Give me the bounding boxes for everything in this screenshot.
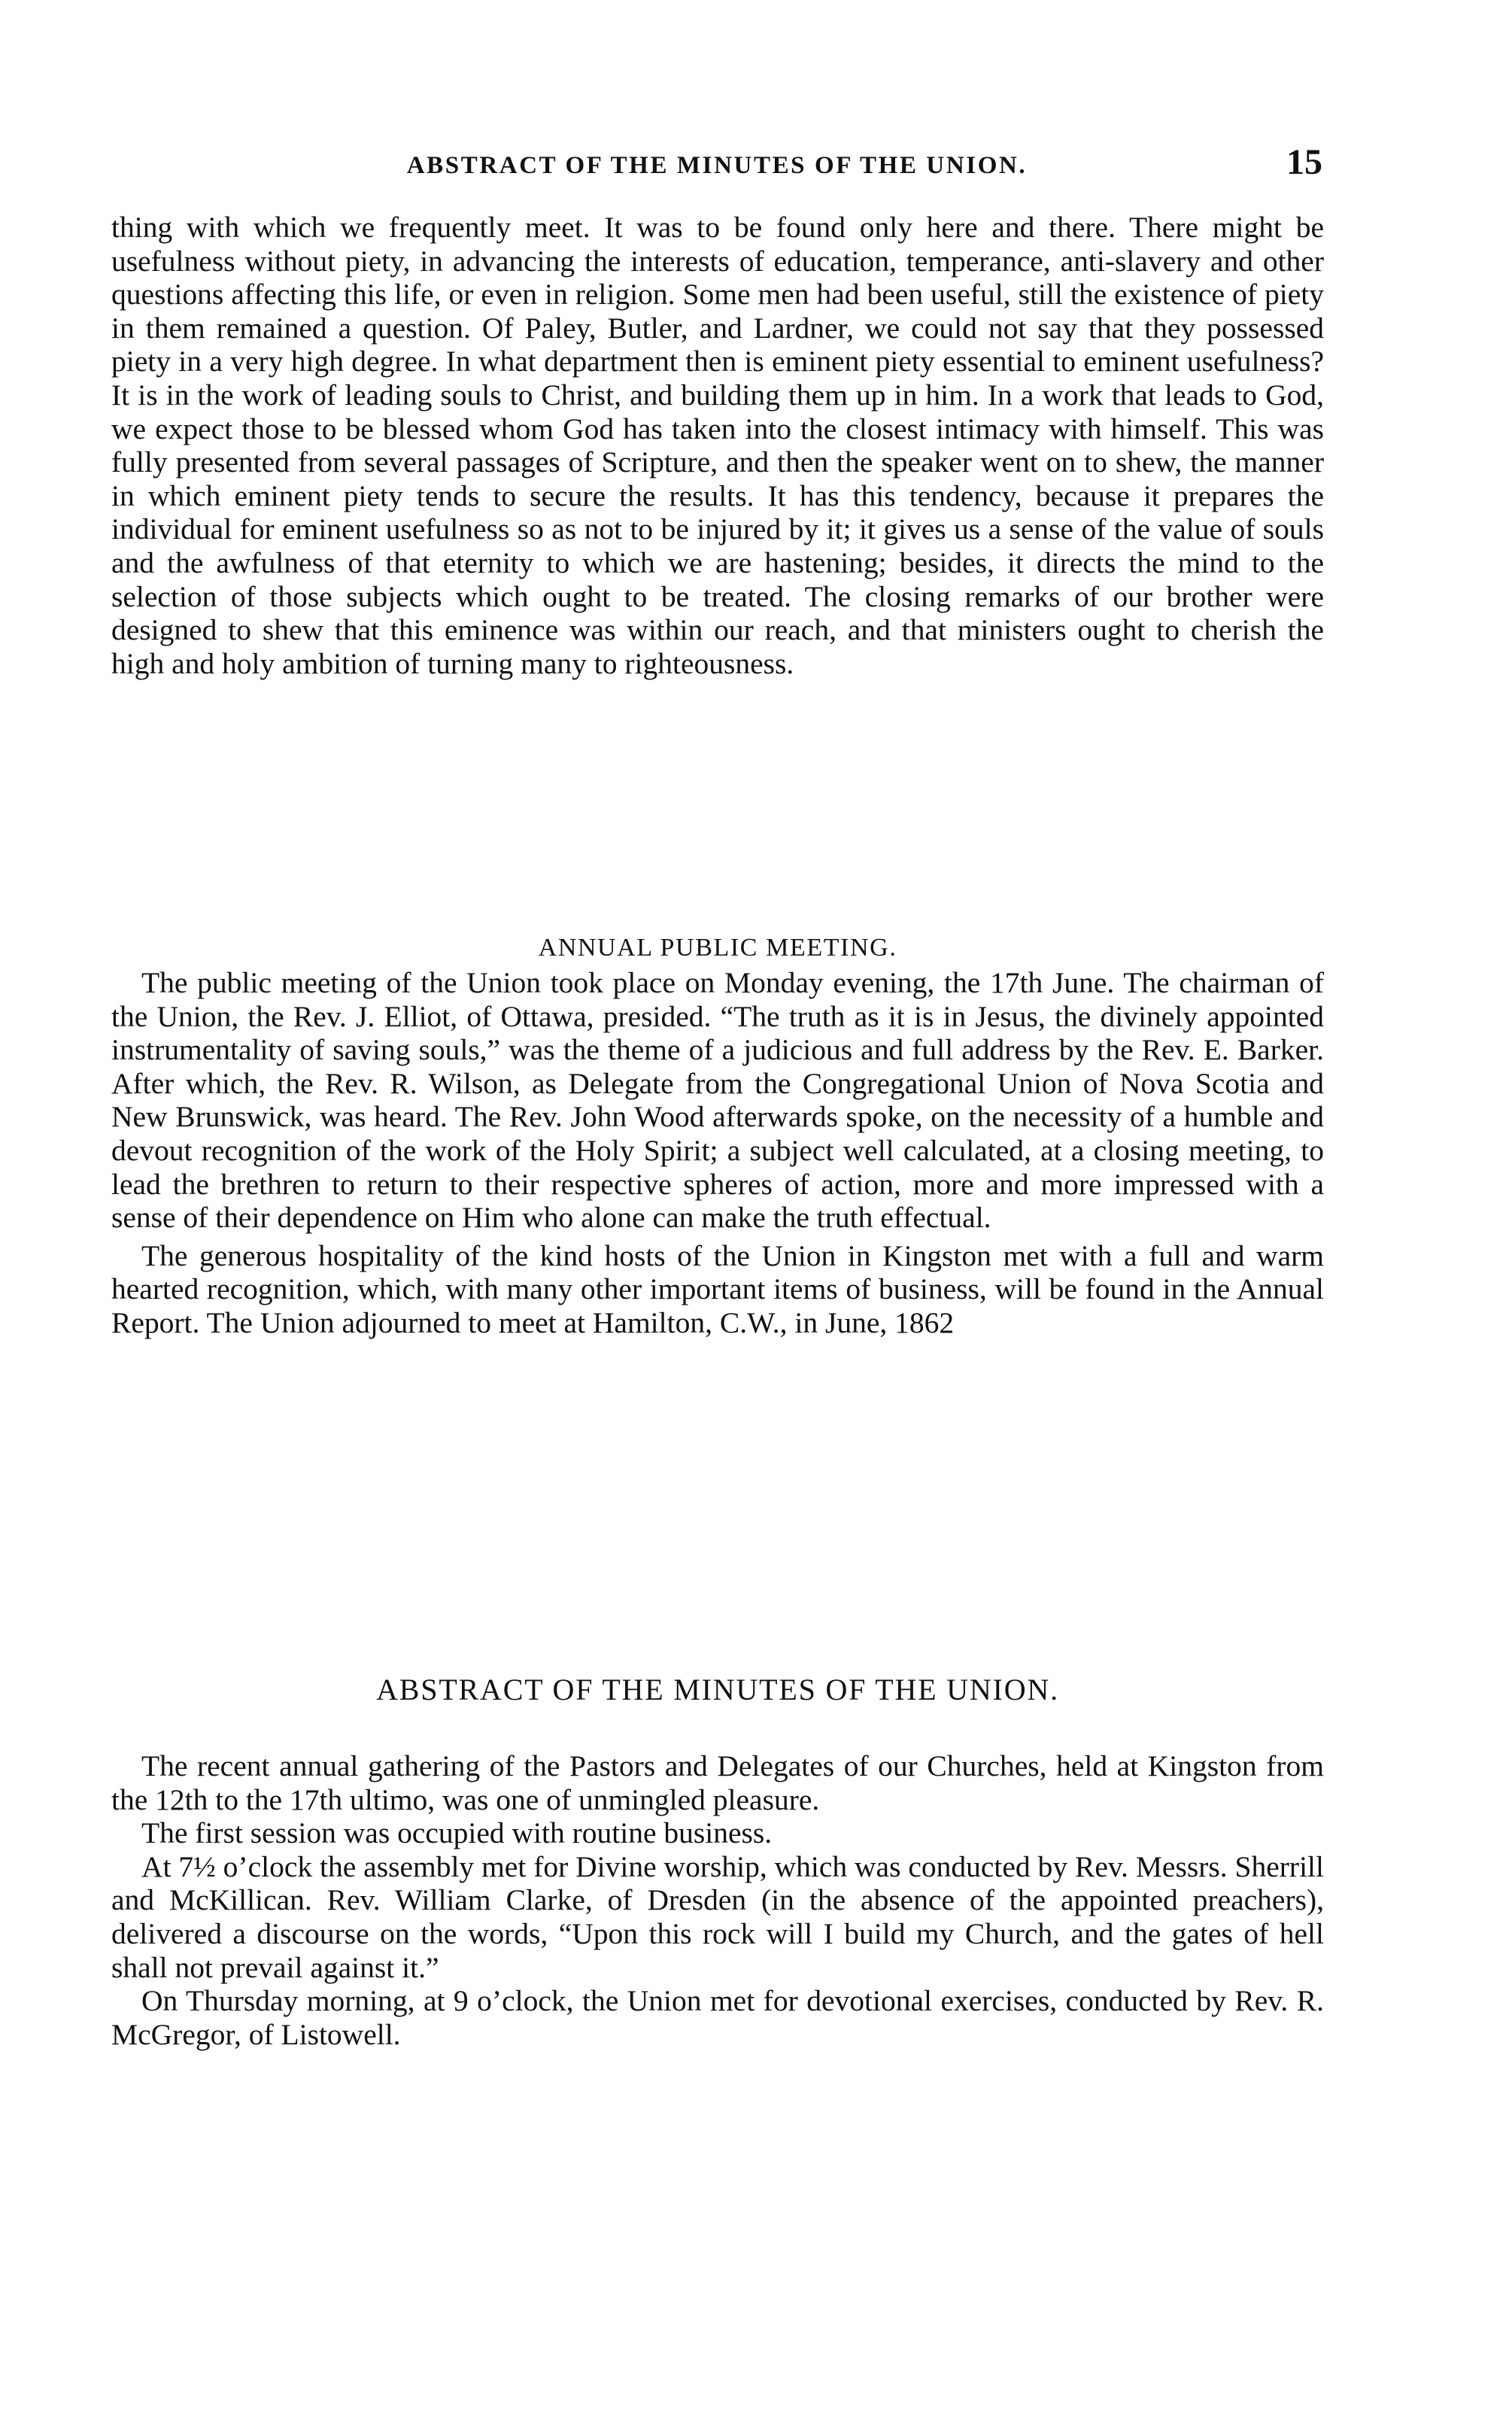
- body-paragraph: thing with which we frequently meet. It was to be found only here and there. There might be usefulness without piety, in advancing the interests of education, temperance, anti-slavery and other questions affecting this life, or even in religion. Some men had been useful, still the existence of piety in them remained a question. Of Paley, Butler, and Lardner, we could not say that they possessed piety in a very high degree. In what department then is eminent piety essential to eminent usefulness? It is in the work of leading souls to Christ, and building them up in him. In a work that leads to God, we expect those to be blessed whom God has taken into the closest intimacy with himself. This was fully presented from several passages of Scripture, and then the speaker went on to shew, the manner in which eminent piety tends to secure the results. It has this tendency, because it prepares the individual for eminent usefulness so as not to be injured by it; it gives us a sense of the value of souls and the awfulness of that eternity to which we are hastening; besides, it directs the mind to the selection of those subjects which ought to be treated. The closing remarks of our brother were designed to shew that this eminence was within our reach, and that ministers ought to cherish the high and holy ambition of turning many to righteousness.: [111, 211, 1324, 680]
- body-paragraph: The first session was occupied with routine business.: [141, 1816, 773, 1850]
- section-heading: ABSTRACT OF THE MINUTES OF THE UNION.: [376, 1673, 1059, 1706]
- page-number: 15: [1286, 142, 1322, 182]
- body-paragraph: The recent annual gathering of the Pastors and Delegates of our Churches, held at Kingston from the 12th to the 17th ultimo, was one of unmingled pleasure.: [111, 1749, 1324, 1816]
- continued-text-block: [111, 211, 1324, 680]
- body-paragraph: At 7½ o’clock the assembly met for Divine worship, which was conducted by Rev. Messrs. Sherrill and McKillican. Rev. William Clarke, of Dresden (in the absence of the appointed preachers), delivered a discourse on the words, “Upon this rock will I build my Church, and the gates of hell shall not prevail against it.”: [111, 1849, 1324, 1984]
- running-title: ABSTRACT OF THE MINUTES OF THE UNION.: [406, 152, 1028, 179]
- running-head: [111, 143, 1322, 188]
- annual-meeting-text: [111, 966, 1324, 1340]
- body-paragraph: The generous hospitality of the kind hosts of the Union in Kingston met with a full and warm hearted recognition, which, with many other important items of business, will be found in the Annual Report. The Union adjourned to meet at Hamilton, C.W., in June, 1862: [111, 1238, 1324, 1339]
- minutes-text: [111, 1749, 1324, 2051]
- body-paragraph: The public meeting of the Union took place on Monday evening, the 17th June. The chairman of the Union, the Rev. J. Elliot, of Ottawa, presided. “The truth as it is in Jesus, the divinely appointed instrumentality of saving souls,” was the theme of a judicious and full address by the Rev. E. Barker. After which, the Rev. R. Wilson, as Delegate from the Congregational Union of Nova Scotia and New Brunswick, was heard. The Rev. John Wood afterwards spoke, on the necessity of a humble and devout recognition of the work of the Holy Spirit; a subject well calculated, at a closing meeting, to lead the brethren to return to their respective spheres of action, more and more impressed with a sense of their dependence on Him who alone can make the truth effectual.: [111, 966, 1324, 1235]
- annual-meeting-heading: ANNUAL PUBLIC MEETING.: [538, 934, 897, 962]
- body-paragraph: On Thursday morning, at 9 o’clock, the Union met for devotional exercises, conducted by Rev. R. McGregor, of Listowell.: [111, 1984, 1324, 2051]
